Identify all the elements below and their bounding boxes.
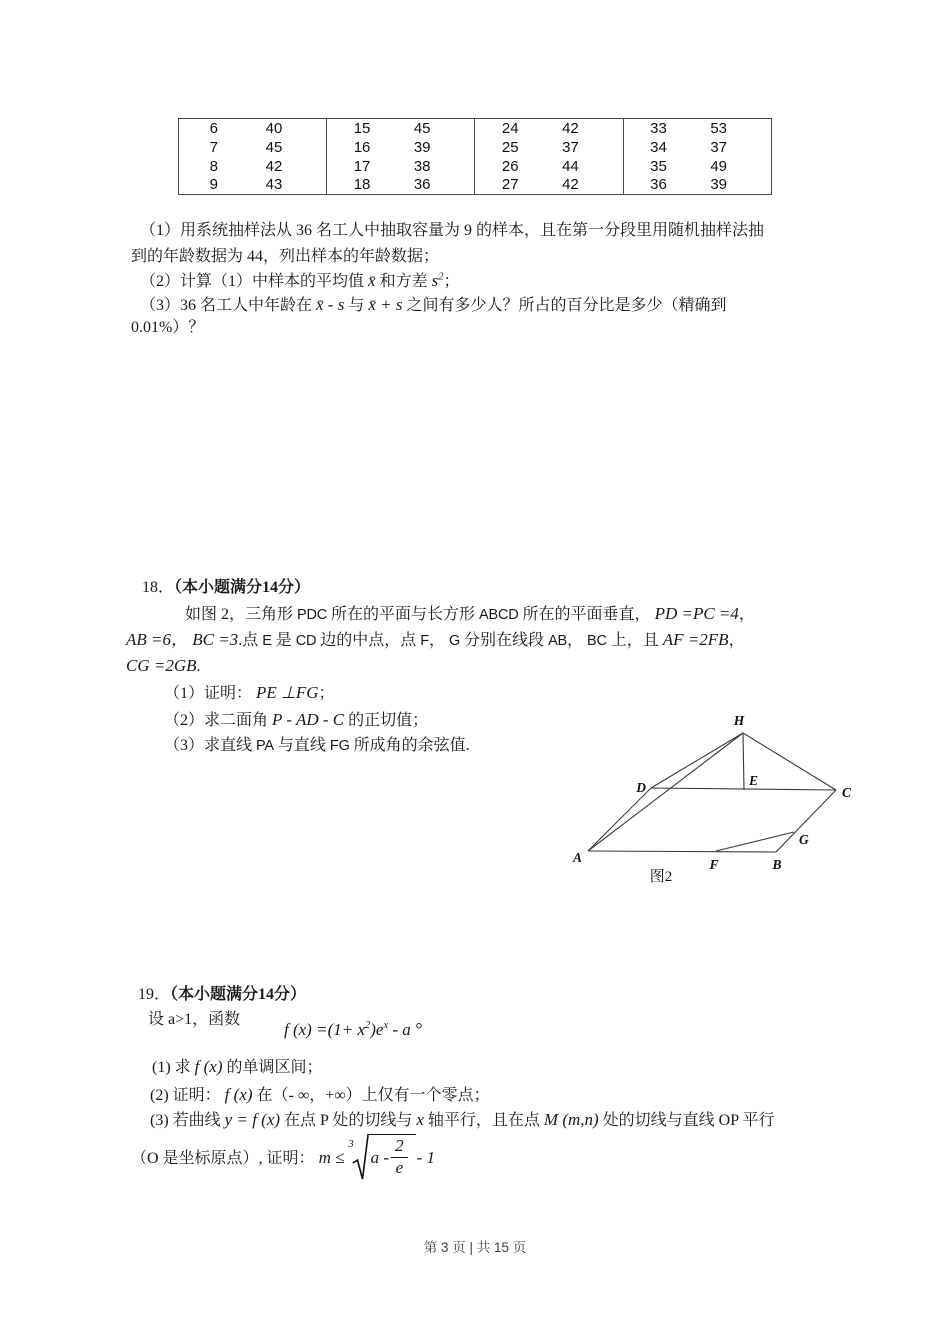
edge-HA [588,733,743,851]
table-cell: 17 [353,157,371,175]
table-cell: 15 [353,119,371,137]
vertex-f-label: F [709,857,719,872]
vertex-h-label: H [733,713,745,728]
table-cell: 16 [353,138,371,156]
radicand [367,1134,416,1180]
table-cell: 38 [397,157,475,176]
q19-item-1: (1) 求 f (x) 的单调区间； [152,1057,323,1076]
q18-number: 18． [142,579,175,596]
table-cell: 43 [249,176,327,195]
table-cell: 33 [650,119,667,137]
table-cell: 42 [545,119,623,138]
figure-2 [558,700,898,898]
q18-heading [142,577,310,599]
table-cell: 39 [710,176,727,194]
table-cell: 53 [710,119,727,137]
vertex-a-label: A [572,850,582,865]
q18-body-line-1: 如图 2，三角形 PDC 所在的平面与长方形 ABCD 所在的平面垂直， PD =PC =4， [185,604,755,623]
q18-body-line-3: CG =2GB. [126,656,201,675]
table-row [179,138,772,157]
q19-points: （本小题满分14分） [170,986,307,1003]
worker-age-table [178,118,772,195]
q19-item-2: (2) 证明： f (x) 在（- ∞，+∞）上仅有一个零点； [150,1085,490,1104]
table-cell: 45 [249,138,327,157]
proof-prefix: （O 是坐标原点）, 证明： m ≤ [131,1147,345,1167]
table-row [179,119,772,138]
q18-body-line-2: AB =6， BC =3.点 E 是 CD 边的中点，点 F， G 分别在线段 AB， BC 上，且 AF =2FB， [126,630,745,649]
table-cell: 42 [545,176,623,195]
vertex-b-label: B [772,857,782,872]
table-cell: 36 [650,176,667,194]
q17-item-3-line-1: （3）36 名工人中年龄在 x̄ - s 与 x̄ + s 之间有多少人？所占的百分比是多少（精确到 [140,295,727,314]
table-cell: 24 [501,119,519,137]
table-cell: 9 [209,176,218,194]
edge-FG [716,832,794,851]
table-cell: 49 [710,157,727,175]
vertex-g-label: G [799,832,809,847]
q19-function-formula: f $(x) =(1+ x^2)e^x - a$ ° [284,1019,423,1039]
q18-item-1: （1）证明： PE ⊥FG； [164,683,335,702]
table-cell: 7 [209,138,218,156]
q18-item-3: （3）求直线 PA 与直线 FG 所成角的余弦值. [164,737,470,754]
edge-HD [651,733,743,788]
table-cell: 40 [249,119,327,138]
q17-item-1-line-1: （1）用系统抽样法从 36 名工人中抽取容量为 9 的样本，且在第一分段里用随机抽样法抽 [140,222,765,239]
q19-heading [138,984,306,1006]
fraction [391,1137,408,1177]
table-cell: 36 [397,176,475,195]
q17-item-1-line-2: 到的年龄数据为 44，列出样本的年龄数据； [131,248,440,265]
table-cell: 45 [397,119,475,138]
table-cell: 27 [501,176,519,194]
radicand-term: a - [370,1147,390,1167]
q18-points: （本小题满分14分） [174,579,311,596]
table-cell: 44 [545,157,623,176]
table-cell: 8 [209,157,218,175]
edge-HE [743,733,744,790]
table-cell: 37 [710,138,727,156]
table-cell: 18 [353,176,371,194]
table-cell: 42 [249,157,327,176]
vertex-d-label: D [636,780,646,795]
q17-item-2: （2）计算（1）中样本的平均值 x̄ 和方差 $s^2$； [140,271,460,290]
q19-number: 19． [138,986,171,1003]
q19-item-3-line-1: (3) 若曲线 y = f (x) 在点 P 处的切线与 x 轴平行，且在点 M (m,n) 处的切线与直线 OP 平行 [150,1110,775,1129]
table-cell: 35 [650,157,667,175]
table-cell: 26 [501,157,519,175]
proof-suffix: - 1 [416,1148,436,1167]
q19-intro: 设 a>1，函数 [148,1011,241,1028]
table-row [179,176,772,195]
table-cell: 6 [209,119,218,137]
cube-root: 3 a - $\frac{2}{e}$ [346,1134,415,1182]
q19-item-3-line-2 [131,1133,435,1183]
q17-item-3-line-2: 0.01%）？ [131,319,205,336]
edge-AD [588,788,651,851]
table-cell: 25 [501,138,519,156]
fraction-numerator: 2 [391,1137,408,1158]
fraction-denominator: e [395,1158,404,1177]
table-cell: 39 [397,138,475,157]
table-row [179,157,772,176]
edge-AB [588,851,776,852]
vertex-e-label: E [749,773,759,788]
page-footer: 第 3 页 | 共 15 页 [423,1240,527,1255]
table-cell: 37 [545,138,623,157]
table-cell: 34 [650,138,667,156]
figure-caption: 图2 [649,869,673,885]
vertex-c-label: C [842,785,852,800]
q18-item-2: （2）求二面角 P - AD - C 的正切值； [164,710,429,729]
